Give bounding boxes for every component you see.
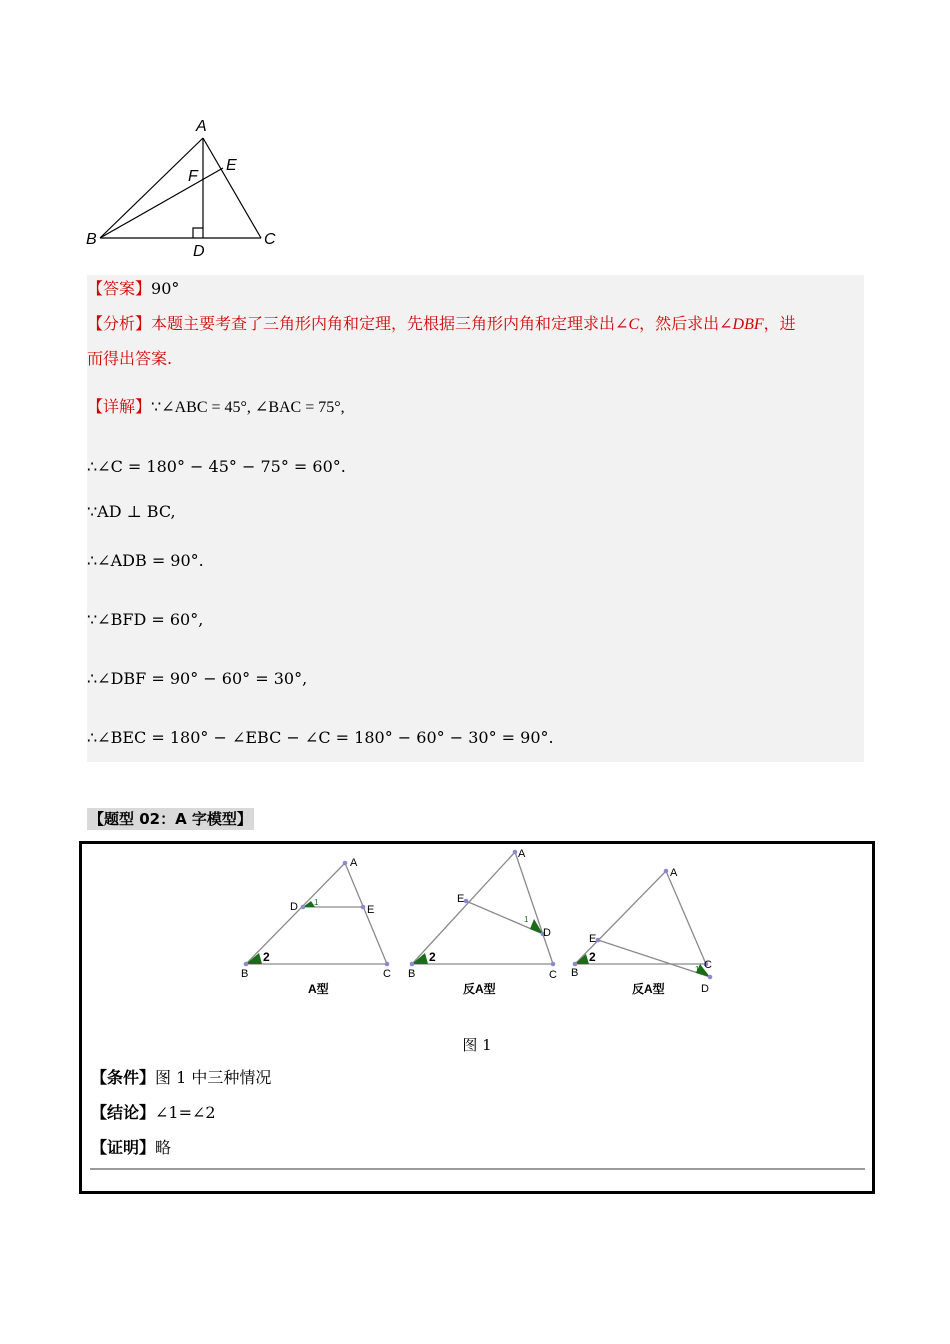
figure-a-type [241, 857, 391, 996]
fig3-angle-1: 1 [695, 965, 700, 974]
answer-tag: 【答案】 [87, 279, 152, 298]
analysis-text-2: ，然后求出 [639, 314, 720, 333]
analysis-line [87, 313, 796, 336]
label-a: A [196, 118, 207, 135]
model-box [79, 841, 875, 1194]
condition-tag: 【条件】 [91, 1068, 156, 1087]
proof-text: 略 [155, 1138, 172, 1157]
proof-line [91, 1137, 171, 1159]
answer-line [87, 278, 179, 300]
condition-line [91, 1067, 271, 1089]
fig3-label-b: B [571, 967, 579, 979]
fig2-label-d: D [543, 927, 551, 939]
conclusion-tag: 【结论】 [91, 1103, 156, 1122]
figure-reverse-a-type-1 [408, 848, 557, 996]
answer-value: 90° [151, 279, 180, 298]
label-f: F [188, 168, 198, 185]
model-figures [232, 846, 732, 1006]
analysis-text-1: 本题主要考查了三角形内角和定理，先根据三角形内角和定理求出 [151, 314, 616, 333]
detail-step-7: ∴∠BEC = 180° − ∠EBC − ∠C = 180° − 60° − 30° = 90°. [87, 728, 554, 747]
angle-mark-2 [246, 953, 262, 964]
label-b: B [86, 231, 97, 248]
section-title: 【题型 02：A 字模型】 [89, 810, 252, 828]
detail-step-6: ∴∠DBF = 90° − 60° = 30°, [87, 669, 308, 688]
triangle-figure [80, 110, 300, 265]
fig3-label-d: D [701, 983, 709, 995]
angle-mark-2c [575, 954, 589, 964]
fig2-label-a: A [518, 848, 526, 860]
detail-step-4: ∴∠ADB = 90°. [87, 551, 204, 570]
fig2-label-c: C [549, 969, 557, 981]
fig3-label-a: A [670, 867, 678, 879]
analysis-text-3: ，进 [763, 314, 796, 333]
segment-ac [203, 138, 261, 238]
analysis-text-4: 而得出答案. [87, 349, 173, 368]
figure-reverse-a-type-2 [571, 867, 712, 996]
fig1-label-b: B [241, 968, 249, 980]
analysis-line-2 [87, 348, 172, 370]
label-c: C [264, 231, 276, 248]
fig1-label-a: A [350, 857, 358, 869]
fig2-label-b: B [408, 968, 416, 980]
box-divider [90, 1168, 865, 1170]
fig2-angle-2: 2 [429, 950, 436, 964]
fig1-label-d: D [290, 901, 298, 913]
fig1-angle-1: 1 [314, 898, 319, 907]
fig1-caption: A型 [308, 982, 329, 996]
fig3-angle-2: 2 [589, 950, 596, 964]
detail-step-1: ∵∠ABC = 45°, ∠BAC = 75°, [151, 399, 345, 416]
analysis-tag: 【分析】 [87, 314, 152, 333]
fig1-angle-2: 2 [263, 950, 270, 964]
right-angle-mark [193, 228, 203, 238]
detail-step-5: ∵∠BFD = 60°, [87, 610, 204, 629]
proof-tag: 【证明】 [91, 1138, 156, 1157]
fig3-caption: 反A型 [632, 982, 665, 996]
detail-tag: 【详解】 [87, 397, 152, 416]
fig3-label-c: C [704, 959, 712, 971]
figure-caption: 图 1 [462, 1036, 492, 1054]
label-e: E [226, 157, 237, 174]
fig2-label-e: E [457, 893, 465, 905]
label-d: D [193, 243, 205, 260]
solution-panel [87, 275, 864, 762]
detail-line [87, 396, 345, 419]
analysis-math-2: ∠DBF [719, 316, 764, 333]
fig1-label-c: C [383, 968, 391, 980]
conclusion-text: ∠1=∠2 [155, 1103, 216, 1122]
analysis-math-1: ∠C [615, 316, 640, 333]
fig2-caption: 反A型 [463, 982, 496, 996]
fig1-label-e: E [367, 904, 375, 916]
condition-text: 图 1 中三种情况 [155, 1068, 272, 1087]
fig2-angle-1: 1 [524, 915, 529, 924]
conclusion-line [91, 1102, 216, 1124]
detail-step-2: ∴∠C = 180° − 45° − 75° = 60°. [87, 457, 346, 476]
detail-step-3: ∵AD ⊥ BC, [87, 502, 176, 521]
fig3-label-e: E [589, 933, 597, 945]
